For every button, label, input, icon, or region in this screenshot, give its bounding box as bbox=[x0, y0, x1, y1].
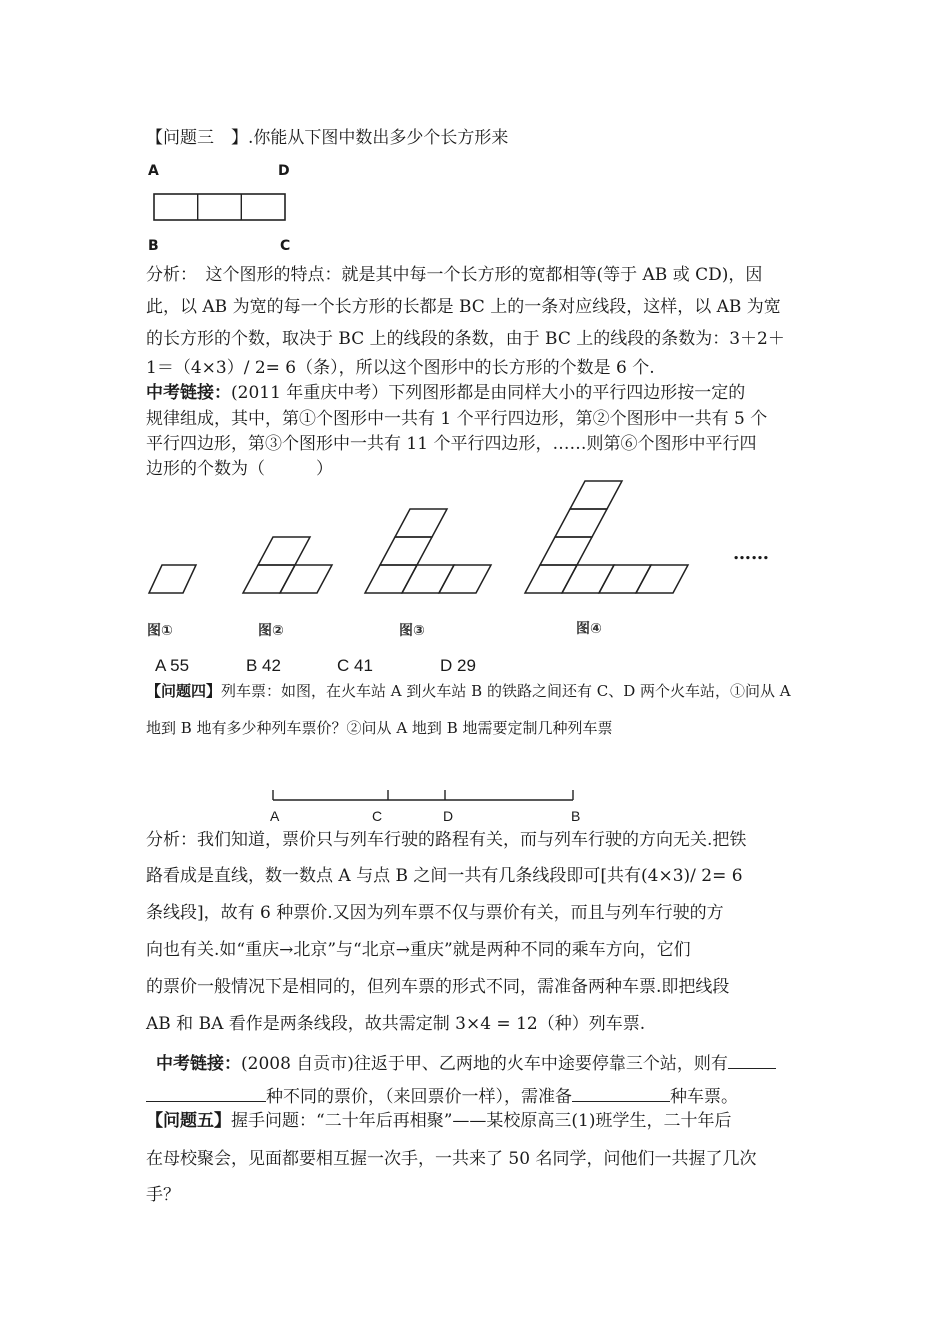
q5-title: 【问题五】 bbox=[146, 1111, 231, 1131]
q3-title: 【问题三 】.你能从下图中数出多少个长方形来 bbox=[146, 128, 509, 148]
fig2-shape bbox=[243, 537, 332, 593]
label-b: B bbox=[148, 238, 159, 254]
link2-line-1 bbox=[156, 1050, 776, 1075]
q5-line-1 bbox=[146, 1110, 731, 1132]
q3-analysis-2: 此，以 AB 为宽的每一个长方形的长都是 BC 上的一条对应线段，这样，以 AB 为宽 bbox=[146, 297, 781, 317]
railway-track bbox=[268, 788, 580, 808]
link1-line-4: 边形的个数为（ ） bbox=[146, 459, 333, 479]
track-label-b: B bbox=[571, 808, 581, 824]
label-c: C bbox=[280, 238, 291, 254]
track-label-c: C bbox=[372, 808, 383, 824]
q4-line-2: 地到 B 地有多少种列车票价？②问从 A 地到 B 地需要定制几种列车票 bbox=[146, 719, 613, 737]
fig1-shape bbox=[149, 565, 196, 593]
choice-a: A 55 bbox=[155, 656, 190, 675]
q5-line-3: 手？ bbox=[146, 1185, 180, 1205]
q3-analysis-4: 1＝（4×3）/ 2= 6（条），所以这个图形中的长方形的个数是 6 个. bbox=[146, 358, 655, 378]
q4-title: 【问题四】 bbox=[146, 682, 222, 700]
fig1-caption: 图① bbox=[147, 623, 173, 639]
q5-text-1: 握手问题：“二十年后再相聚”——某校原高三(1)班学生，二十年后 bbox=[231, 1111, 732, 1131]
figures-ellipsis: …… bbox=[733, 543, 769, 564]
link1-line-1 bbox=[146, 382, 745, 404]
blank-1b[interactable] bbox=[146, 1083, 266, 1102]
link2-text-2b: 种车票。 bbox=[670, 1087, 738, 1107]
q4-analysis-2: 路看成是直线，数一数点 A 与点 B 之间一共有几条线段即可[共有(4×3)/ 2= 6 bbox=[146, 866, 743, 886]
link2-line-2 bbox=[146, 1083, 738, 1108]
label-a: A bbox=[148, 163, 159, 179]
link2-label: 中考链接： bbox=[156, 1054, 241, 1074]
choice-c: C 41 bbox=[337, 656, 373, 675]
link1-label: 中考链接： bbox=[146, 383, 231, 403]
q4-analysis-3: 条线段]，故有 6 种票价.又因为列车票不仅与票价有关，而且与列车行驶的方 bbox=[146, 903, 724, 923]
fig3-caption: 图③ bbox=[399, 623, 425, 639]
link2-text-2a: 种不同的票价，（来回票价一样），需准备 bbox=[266, 1087, 572, 1107]
link1-text-1: (2011 年重庆中考）下列图形都是由同样大小的平行四边形按一定的 bbox=[231, 383, 746, 403]
q4-line-1 bbox=[146, 680, 791, 702]
q4-analysis-4: 向也有关.如“重庆→北京”与“北京→重庆”就是两种不同的乘车方向，它们 bbox=[146, 940, 691, 960]
q4-analysis-6: AB 和 BA 看作是两条线段，故共需定制 3×4 = 12（种）列车票. bbox=[146, 1014, 646, 1034]
fig3-shape bbox=[365, 509, 491, 593]
q4-text-1: 列车票：如图，在火车站 A 到火车站 B 的铁路之间还有 C、D 两个火车站，①问从 A bbox=[221, 682, 791, 700]
choice-d: D 29 bbox=[440, 656, 476, 675]
choice-b: B 42 bbox=[246, 656, 281, 675]
q4-analysis-1: 分析：我们知道，票价只与列车行驶的路程有关，而与列车行驶的方向无关.把铁 bbox=[146, 830, 747, 850]
track-label-a: A bbox=[270, 808, 280, 824]
blank-2[interactable] bbox=[572, 1083, 670, 1102]
link1-line-3: 平行四边形，第③个图形中一共有 11 个平行四边形，……则第⑥个图形中平行四 bbox=[146, 434, 757, 454]
q4-analysis-5: 的票价一般情况下是相同的，但列车票的形式不同，需准备两种车票.即把线段 bbox=[146, 977, 730, 997]
q3-analysis-1: 分析： 这个图形的特点：就是其中每一个长方形的宽都相等(等于 AB 或 CD)，因 bbox=[146, 265, 763, 285]
link2-text-1: (2008 自贡市)往返于甲、乙两地的火车中途要停靠三个站，则有 bbox=[241, 1054, 728, 1074]
fig2-caption: 图② bbox=[258, 623, 284, 639]
fig4-caption: 图④ bbox=[576, 621, 602, 637]
parallelogram-figures bbox=[140, 475, 790, 605]
link1-line-2: 规律组成，其中，第①个图形中一共有 1 个平行四边形，第②个图形中一共有 5 个 bbox=[146, 409, 768, 429]
rectangle-figure bbox=[150, 191, 290, 223]
q5-line-2: 在母校聚会，见面都要相互握一次手，一共来了 50 名同学，问他们一共握了几次 bbox=[146, 1149, 757, 1169]
track-label-d: D bbox=[443, 808, 454, 824]
blank-1a[interactable] bbox=[728, 1050, 776, 1069]
fig4-shape bbox=[525, 481, 688, 593]
q3-analysis-3: 的长方形的个数，取决于 BC 上的线段的条数，由于 BC 上的线段的条数为：3＋2＋ bbox=[146, 329, 785, 349]
label-d: D bbox=[278, 163, 290, 179]
